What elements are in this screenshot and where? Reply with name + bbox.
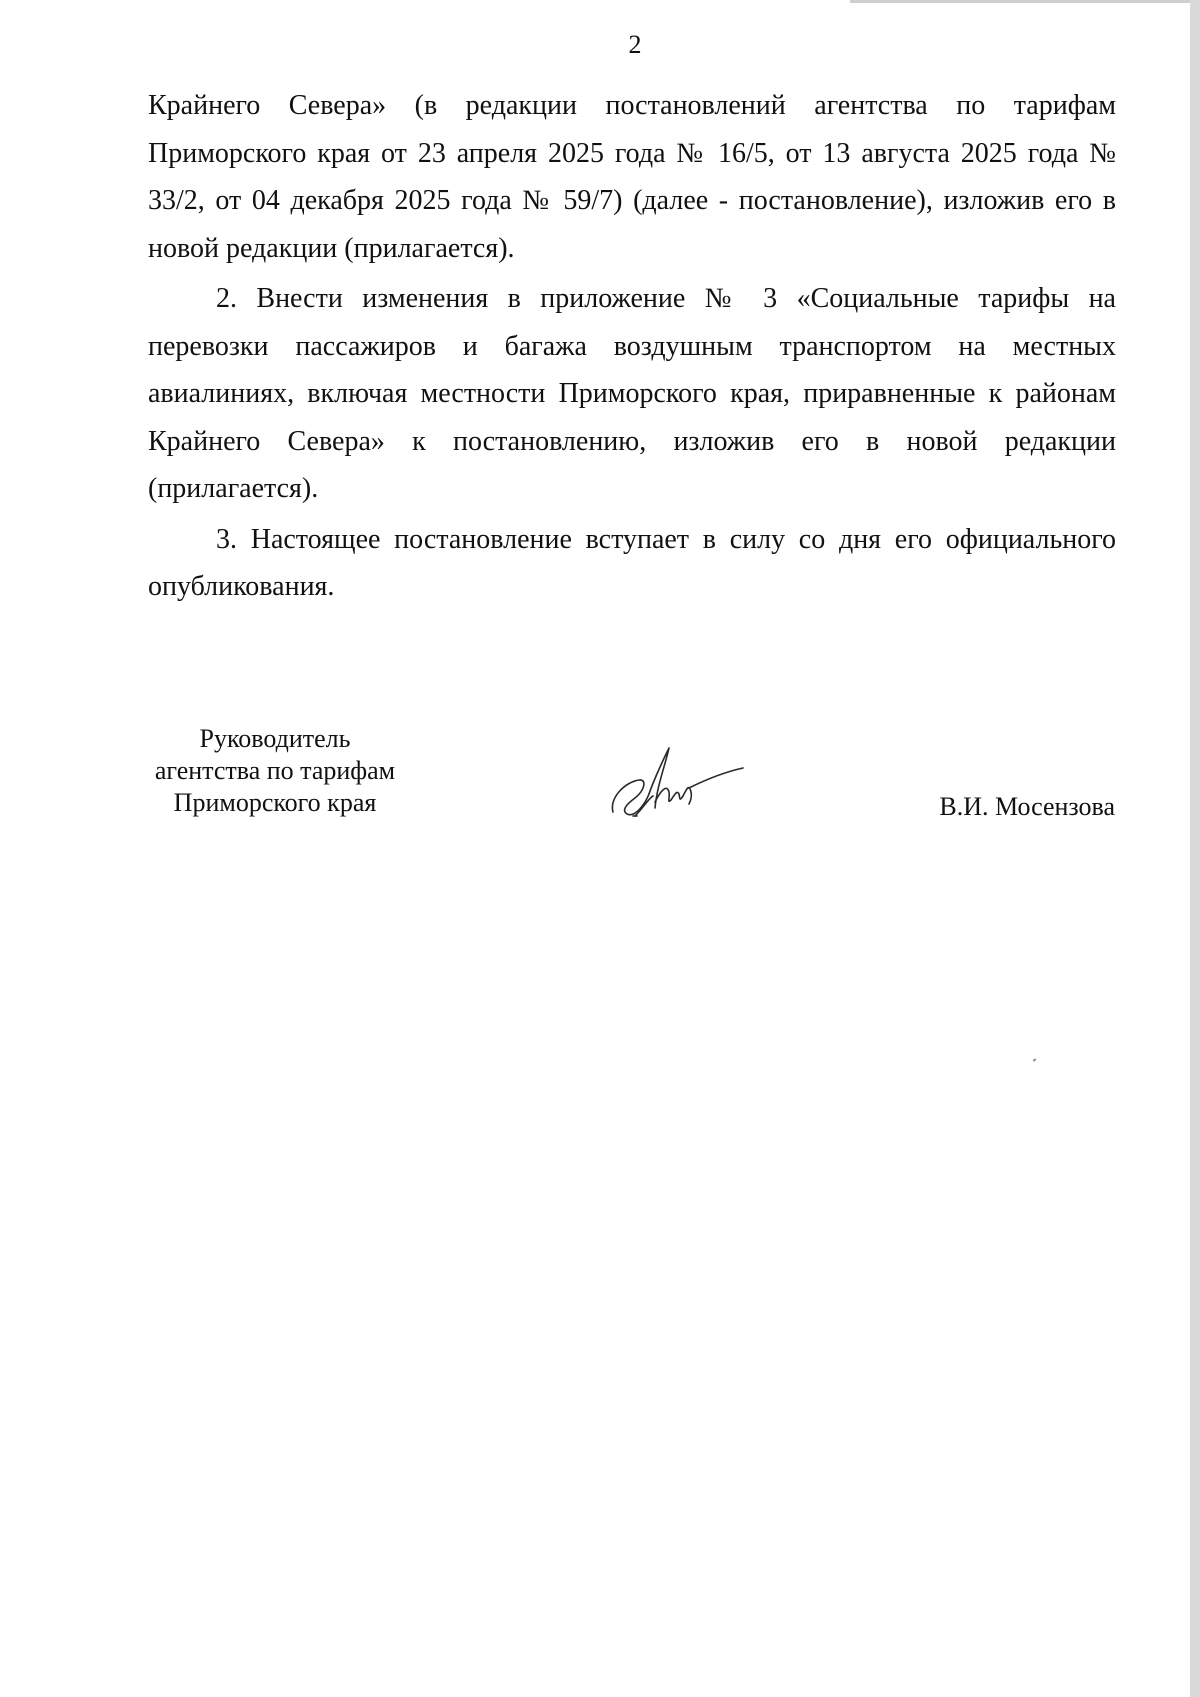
signer-name: В.И. Мосензова — [939, 792, 1115, 821]
signatory-title-line-3: Приморского края — [173, 788, 377, 817]
handwritten-signature-icon — [605, 738, 755, 828]
signatory-title-line-1: Руководитель — [199, 724, 351, 753]
document-body — [148, 82, 1116, 614]
scan-edge-right — [1190, 0, 1200, 1697]
paragraph-item-2: 2. Внести изменения в приложение № 3 «Социальные тарифы на перевозки пассажиров и багажа воздушным транспортом на местных авиалиниях, включая местности Приморского края, приравненные к районам Крайнего Севера» к постановлению, изложив его в новой редакции (прилагается). — [148, 283, 1116, 504]
signatory-title — [130, 723, 420, 819]
scan-artifact — [1033, 1058, 1037, 1061]
paragraph-continuation: Крайнего Севера» (в редакции постановлений агентства по тарифам Приморского края от 23 апреля 2025 года № 16/5, от 13 августа 2025 года № 33/2, от 04 декабря 2025 года № 59/7) (далее - постановление), изложив его в новой редакции (прилагается). — [148, 90, 1116, 264]
paragraph-item-3: 3. Настоящее постановление вступает в силу со дня его официального опубликования. — [148, 523, 1116, 602]
signatory-title-line-2: агентства по тарифам — [154, 756, 396, 785]
page-number: 2 — [628, 30, 642, 59]
scan-edge-top — [850, 0, 1200, 3]
